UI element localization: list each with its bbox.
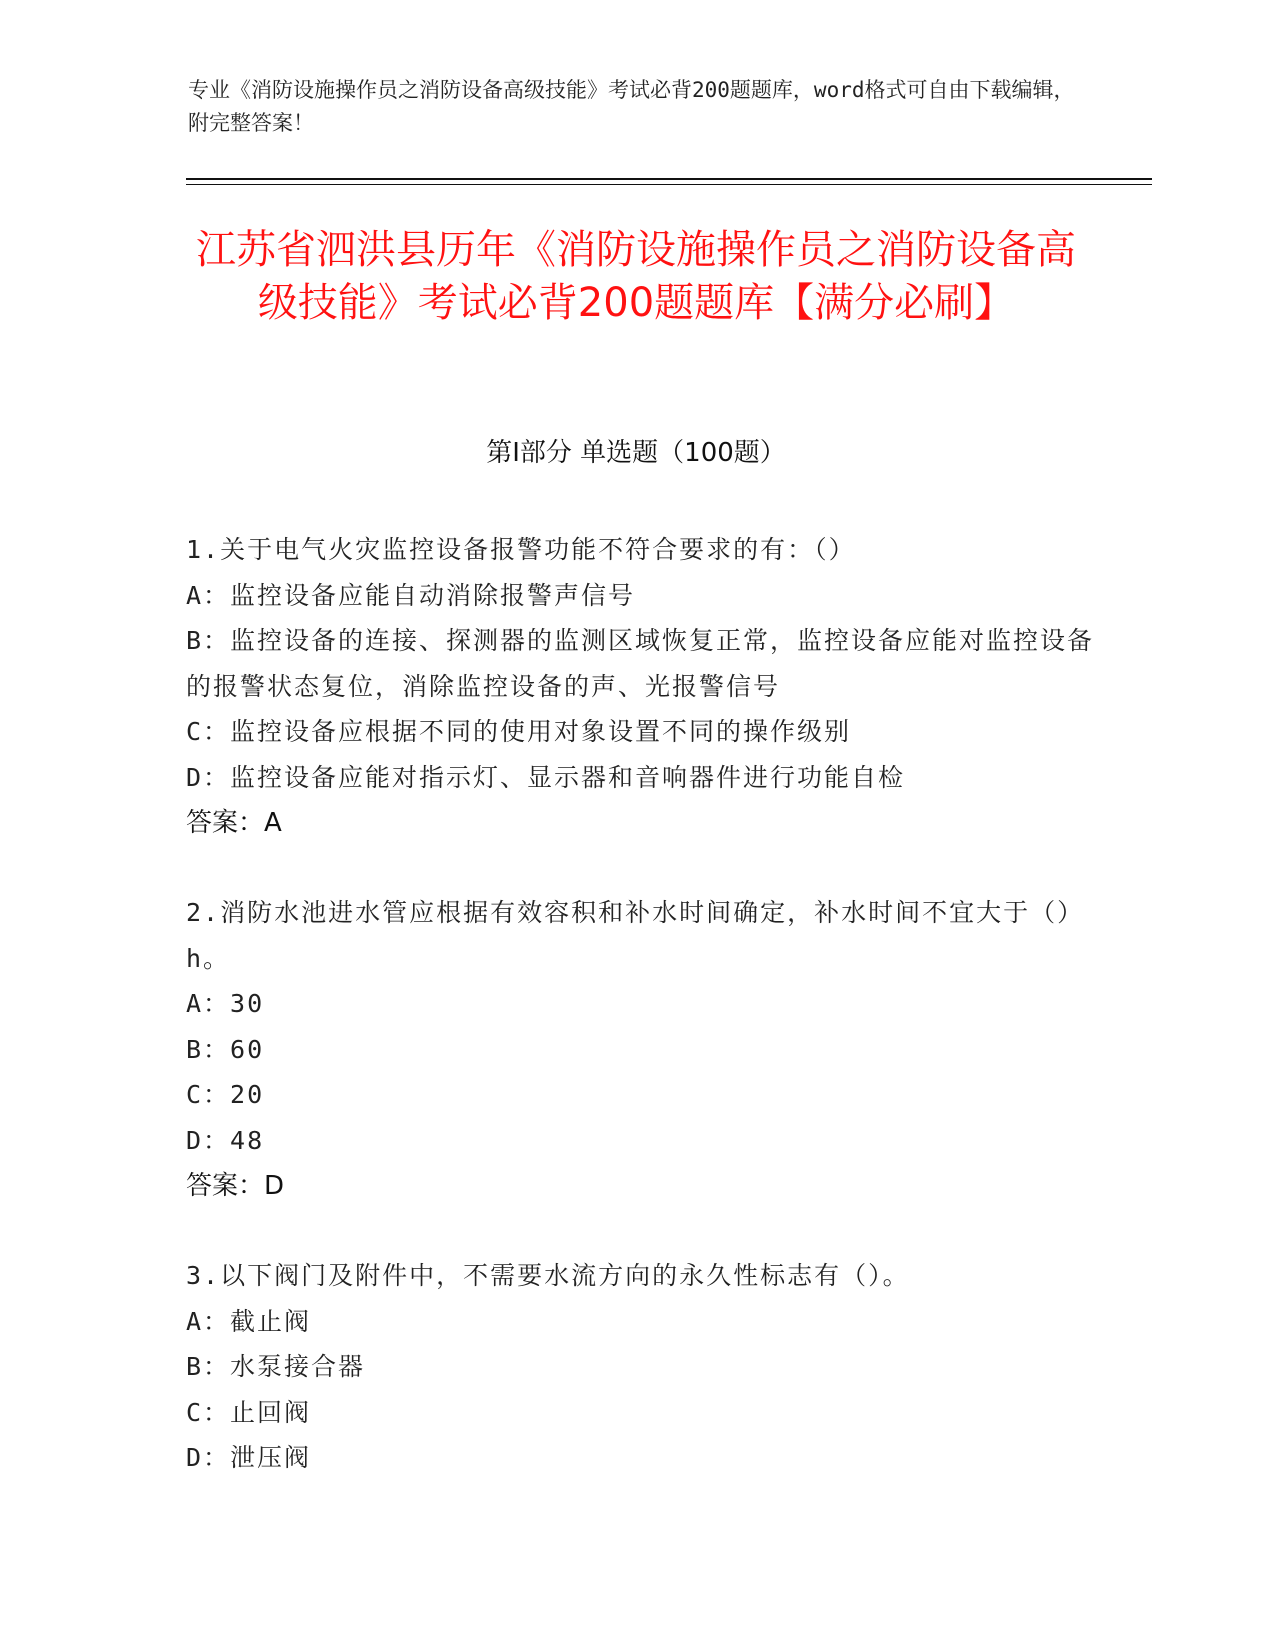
option-d: D：泄压阀 bbox=[186, 1443, 312, 1472]
question-list bbox=[186, 527, 1096, 1525]
option-c: C：监控设备应根据不同的使用对象设置不同的操作级别 bbox=[186, 717, 852, 746]
option-d: D：监控设备应能对指示灯、显示器和音响器件进行功能自检 bbox=[186, 762, 906, 792]
question-item bbox=[186, 890, 1096, 1209]
question-stem: 3.以下阀门及附件中，不需要水流方向的永久性标志有（）。 bbox=[186, 1261, 910, 1290]
option-a: A：截止阀 bbox=[186, 1306, 312, 1336]
question-item bbox=[186, 527, 1096, 846]
section-heading: 第Ⅰ部分 单选题（100题） bbox=[486, 438, 786, 468]
answer-line: 答案：A bbox=[186, 808, 282, 838]
option-a: A：30 bbox=[186, 989, 265, 1018]
option-c: C：20 bbox=[186, 1080, 265, 1109]
option-d: D：48 bbox=[186, 1125, 265, 1155]
question-stem: 1.关于电气火灾监控设备报警功能不符合要求的有：（） bbox=[186, 535, 856, 564]
header-divider-thin bbox=[186, 184, 1152, 185]
option-b: B：监控设备的连接、探测器的监测区域恢复正常，监控设备应能对监控设备的报警状态复位，消除监控设备的声、光报警信号 bbox=[186, 626, 1095, 701]
option-a: A：监控设备应能自动消除报警声信号 bbox=[186, 580, 636, 610]
header-note: 专业《消防设施操作员之消防设备高级技能》考试必背200题题库，word格式可自由下载编辑，附完整答案！ bbox=[188, 78, 1075, 135]
option-b: B：水泵接合器 bbox=[186, 1352, 366, 1381]
header-divider-thick bbox=[186, 178, 1152, 180]
option-c: C：止回阀 bbox=[186, 1397, 312, 1427]
option-b: B：60 bbox=[186, 1034, 265, 1064]
question-stem: 2.消防水池进水管应根据有效容积和补水时间确定，补水时间不宜大于（）h。 bbox=[186, 898, 1085, 973]
question-item bbox=[186, 1253, 1096, 1481]
document-title: 江苏省泗洪县历年《消防设施操作员之消防设备高级技能》考试必背200题题库【满分必刷】 bbox=[196, 227, 1076, 326]
answer-line: 答案：D bbox=[186, 1171, 285, 1201]
